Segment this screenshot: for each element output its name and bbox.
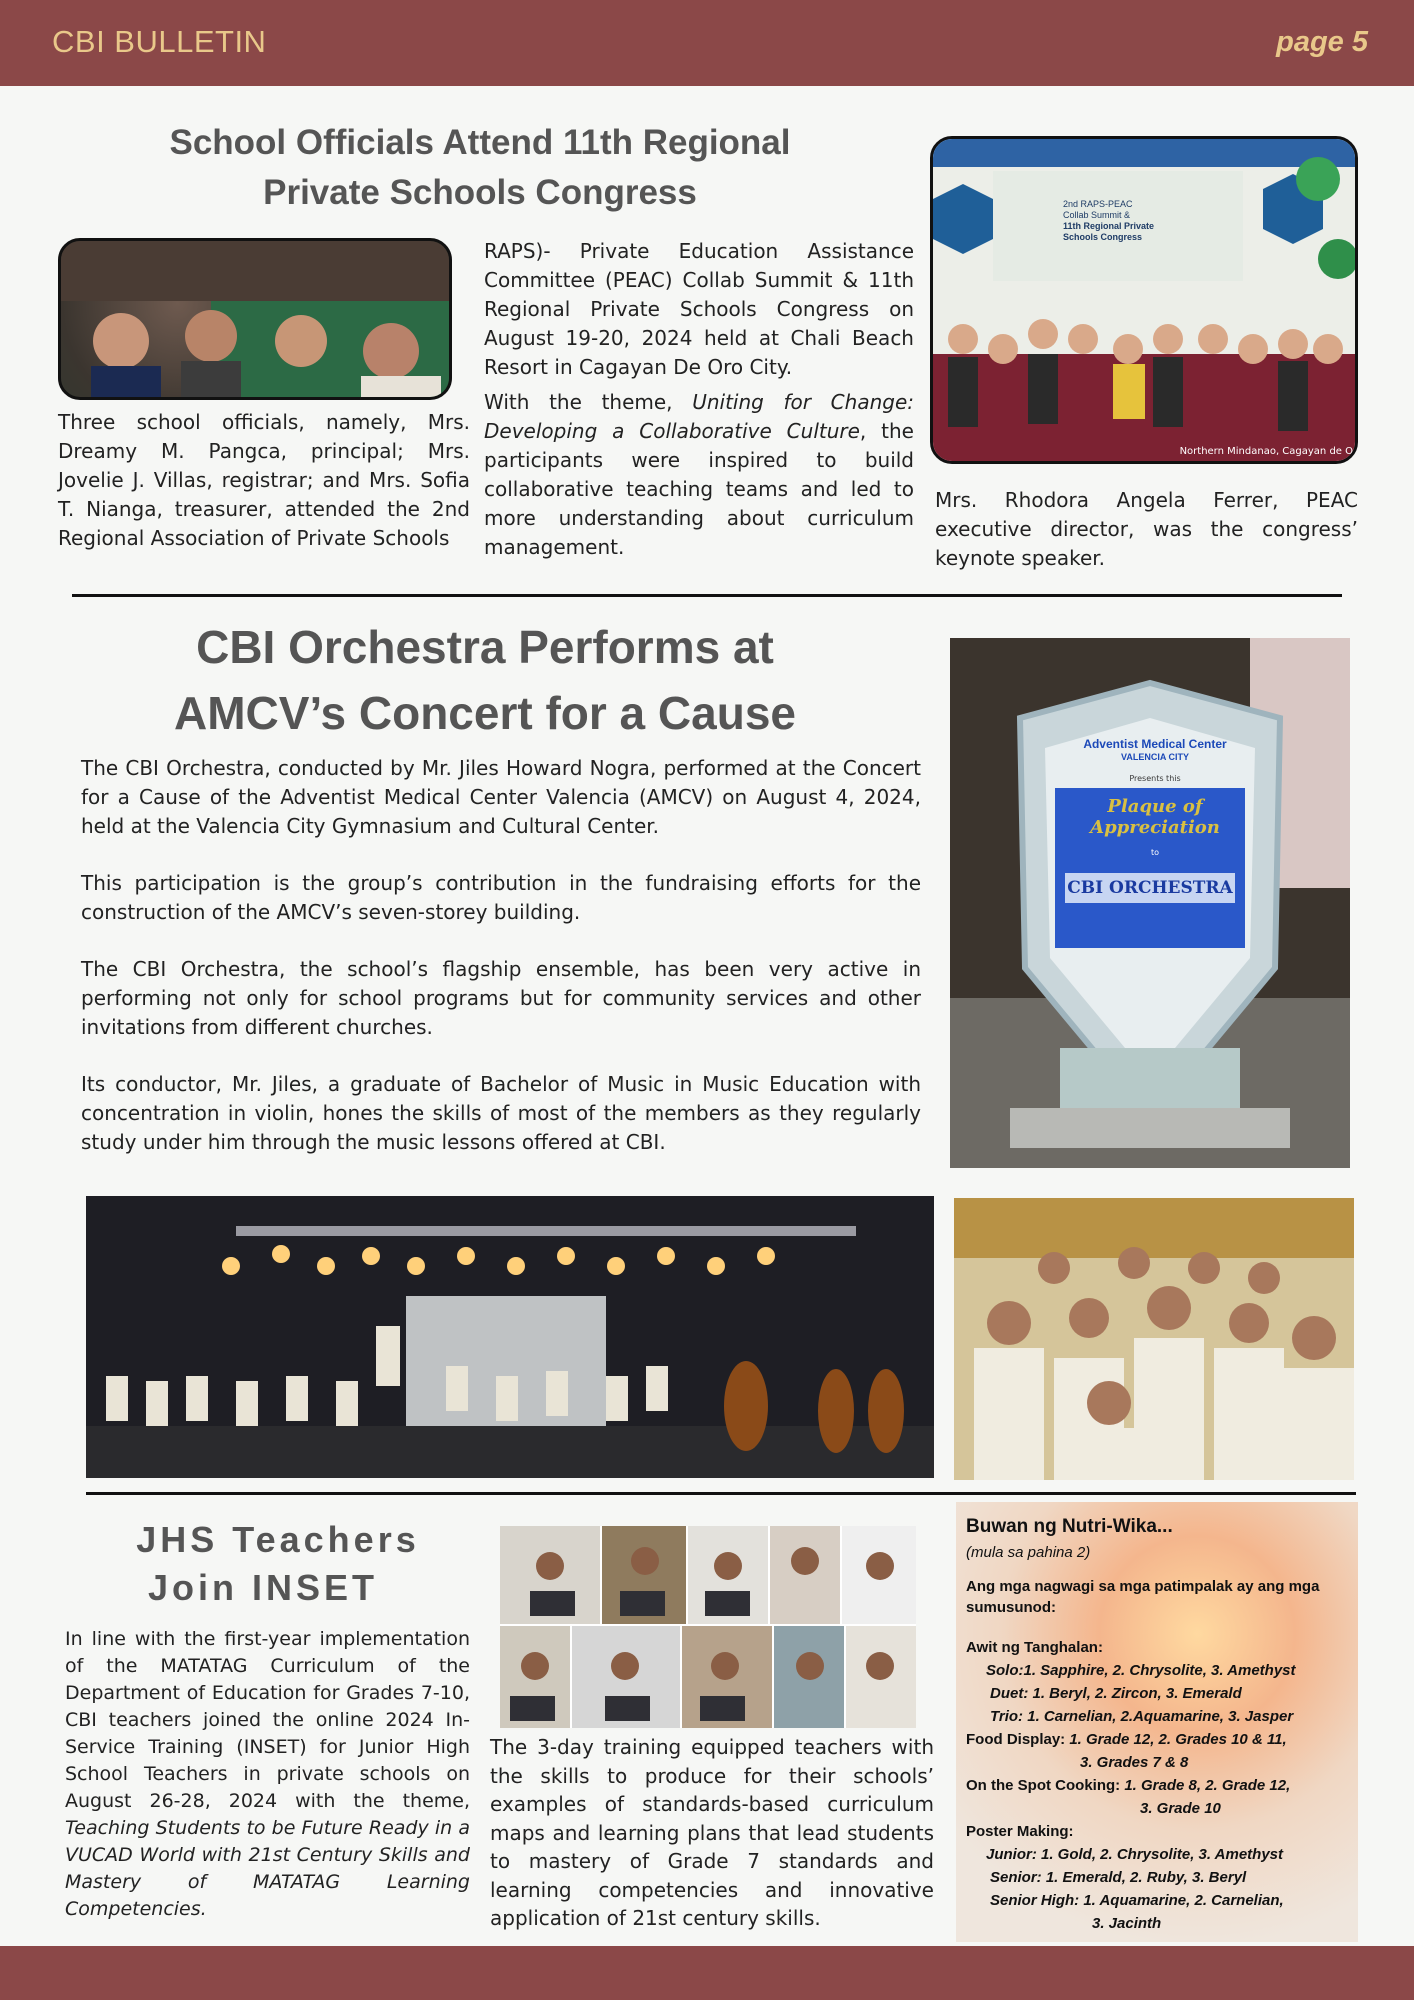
article2-p3: The CBI Orchestra, the school’s flagship ensemble, has been very active in performing not only for school programs but for community services and other invitations from different churches. (81, 957, 921, 1039)
article2-body (81, 754, 921, 1157)
plaque-recipient: CBI ORCHESTRA (1067, 878, 1233, 898)
sidebar-subtitle: (mula sa pahina 2) (966, 1544, 1091, 1561)
plaque-to: to (1150, 848, 1160, 857)
congress-participants-photo (58, 238, 452, 400)
plaque-presents: Presents this (1129, 774, 1181, 783)
article2-p2: This participation is the group’s contribution in the fundraising efforts for the construction of the AMCV’s seven-storey building. (81, 871, 921, 924)
sidebar-results: Awit ng Tanghalan: Solo:1. Sapphire, 2. Chrysolite, 3. Amethyst Duet: 1. Beryl, 2. Zircon, 3. Emerald Trio: 1. Carnelian, 2.Aquamarine, 3. Jasper Food Display: 1. Grade 12, 2. Grades 10 & 11, 3. Grades 7 & 8 On the Spot Cooking: 1. Grade 8, 2. Grade 12, 3. Grade 10 Poster Making: Junior: 1. Gold, 2. Chrysolite, 3. Amethyst Senior: 1. Emerald, 2. Ruby, 3. Beryl Senior High: 1. Aquamarine, 2. Carnelian, 3. Jacinth (966, 1639, 1296, 1932)
banner-text: 2nd RAPS-PEAC Collab Summit & 11th Regional Private Schools Congress (1063, 199, 1155, 242)
orchestra-concert-photo (86, 1196, 934, 1478)
photo-location-caption: Northern Mindanao, Cagayan de O (1179, 446, 1353, 457)
article2-headline: CBI Orchestra Performs at AMCV’s Concert for a Cause (174, 621, 796, 739)
orchestra-members-photo (954, 1198, 1354, 1480)
article2-p4: Its conductor, Mr. Jiles, a graduate of Bachelor of Music in Music Education with concentration in violin, hones the skills of most of the members as they regularly study under him through the music lessons offered at CBI. (81, 1072, 921, 1154)
article1-headline: School Officials Attend 11th Regional Private Schools Congress (169, 123, 791, 212)
article2-p1: The CBI Orchestra, conducted by Mr. Jiles Howard Nogra, performed at the Concert for a Cause of the Adventist Medical Center Valencia (AMCV) on August 4, 2024, held at the Valencia City Gymnasium and Cultural Center. (81, 756, 921, 838)
inset-teachers-collage (500, 1526, 916, 1728)
article1-col2-p2: With the theme, Uniting for Change: Developing a Collaborative Culture, the participants were inspired to build collaborative teaching teams and led to more understanding about curriculum management. (484, 390, 914, 559)
article1-col2 (484, 237, 914, 562)
article1-col2-p1: RAPS)- Private Education Assistance Committee (PEAC) Collab Summit & 11th Regional Private Schools Congress on August 19-20, 2024 held at Chali Beach Resort in Cagayan De Oro City. (484, 239, 914, 379)
article1-col3: Mrs. Rhodora Angela Ferrer, PEAC executive director, was the congress’ keynote speaker. (935, 488, 1358, 570)
section-divider-2 (86, 1492, 1356, 1495)
page-header (0, 0, 1414, 86)
article3-col2: The 3-day training equipped teachers with the skills to produce for their schools’ examples of standards-based curriculum maps and learning plans that lead students to mastery of Grade 7 standards and learning competencies and innovative application of 21st century skills. (490, 1735, 934, 1930)
bulletin-title: CBI BULLETIN (52, 24, 267, 59)
sidebar-intro: Ang mga nagwagi sa mga patimpalak ay ang mga sumusunod: (966, 1578, 1320, 1616)
sidebar-title: Buwan ng Nutri-Wika... (966, 1516, 1173, 1537)
nutri-wika-sidebar (956, 1502, 1358, 1942)
page-footer (0, 1946, 1414, 2000)
congress-group-photo (930, 136, 1358, 464)
article3-col1: In line with the first-year implementation of the MATATAG Curriculum of the Department of Education for Grades 7-10, CBI teachers joined the online 2024 In-Service Training (INSET) for Junior High School Teachers in private schools on August 26-28, 2024 with the theme, Teaching Students to be Future Ready in a VUCAD World with 21st Century Skills and Mastery of MATATAG Learning Competencies. (65, 1628, 470, 1920)
article3-headline: JHS Teachers Join INSET (136, 1519, 420, 1608)
plaque-photo (950, 638, 1350, 1168)
plaque-title: Plaque of Appreciation (1090, 796, 1220, 838)
plaque-org: Adventist Medical Center VALENCIA CITY (1083, 737, 1227, 762)
article1-col1: Three school officials, namely, Mrs. Dreamy M. Pangca, principal; Mrs. Jovelie J. Villas, registrar; and Mrs. Sofia T. Nianga, treasurer, attended the 2nd Regional Association of Private Schools (58, 410, 470, 550)
page-number: page 5 (1276, 26, 1368, 58)
section-divider (72, 594, 1342, 597)
